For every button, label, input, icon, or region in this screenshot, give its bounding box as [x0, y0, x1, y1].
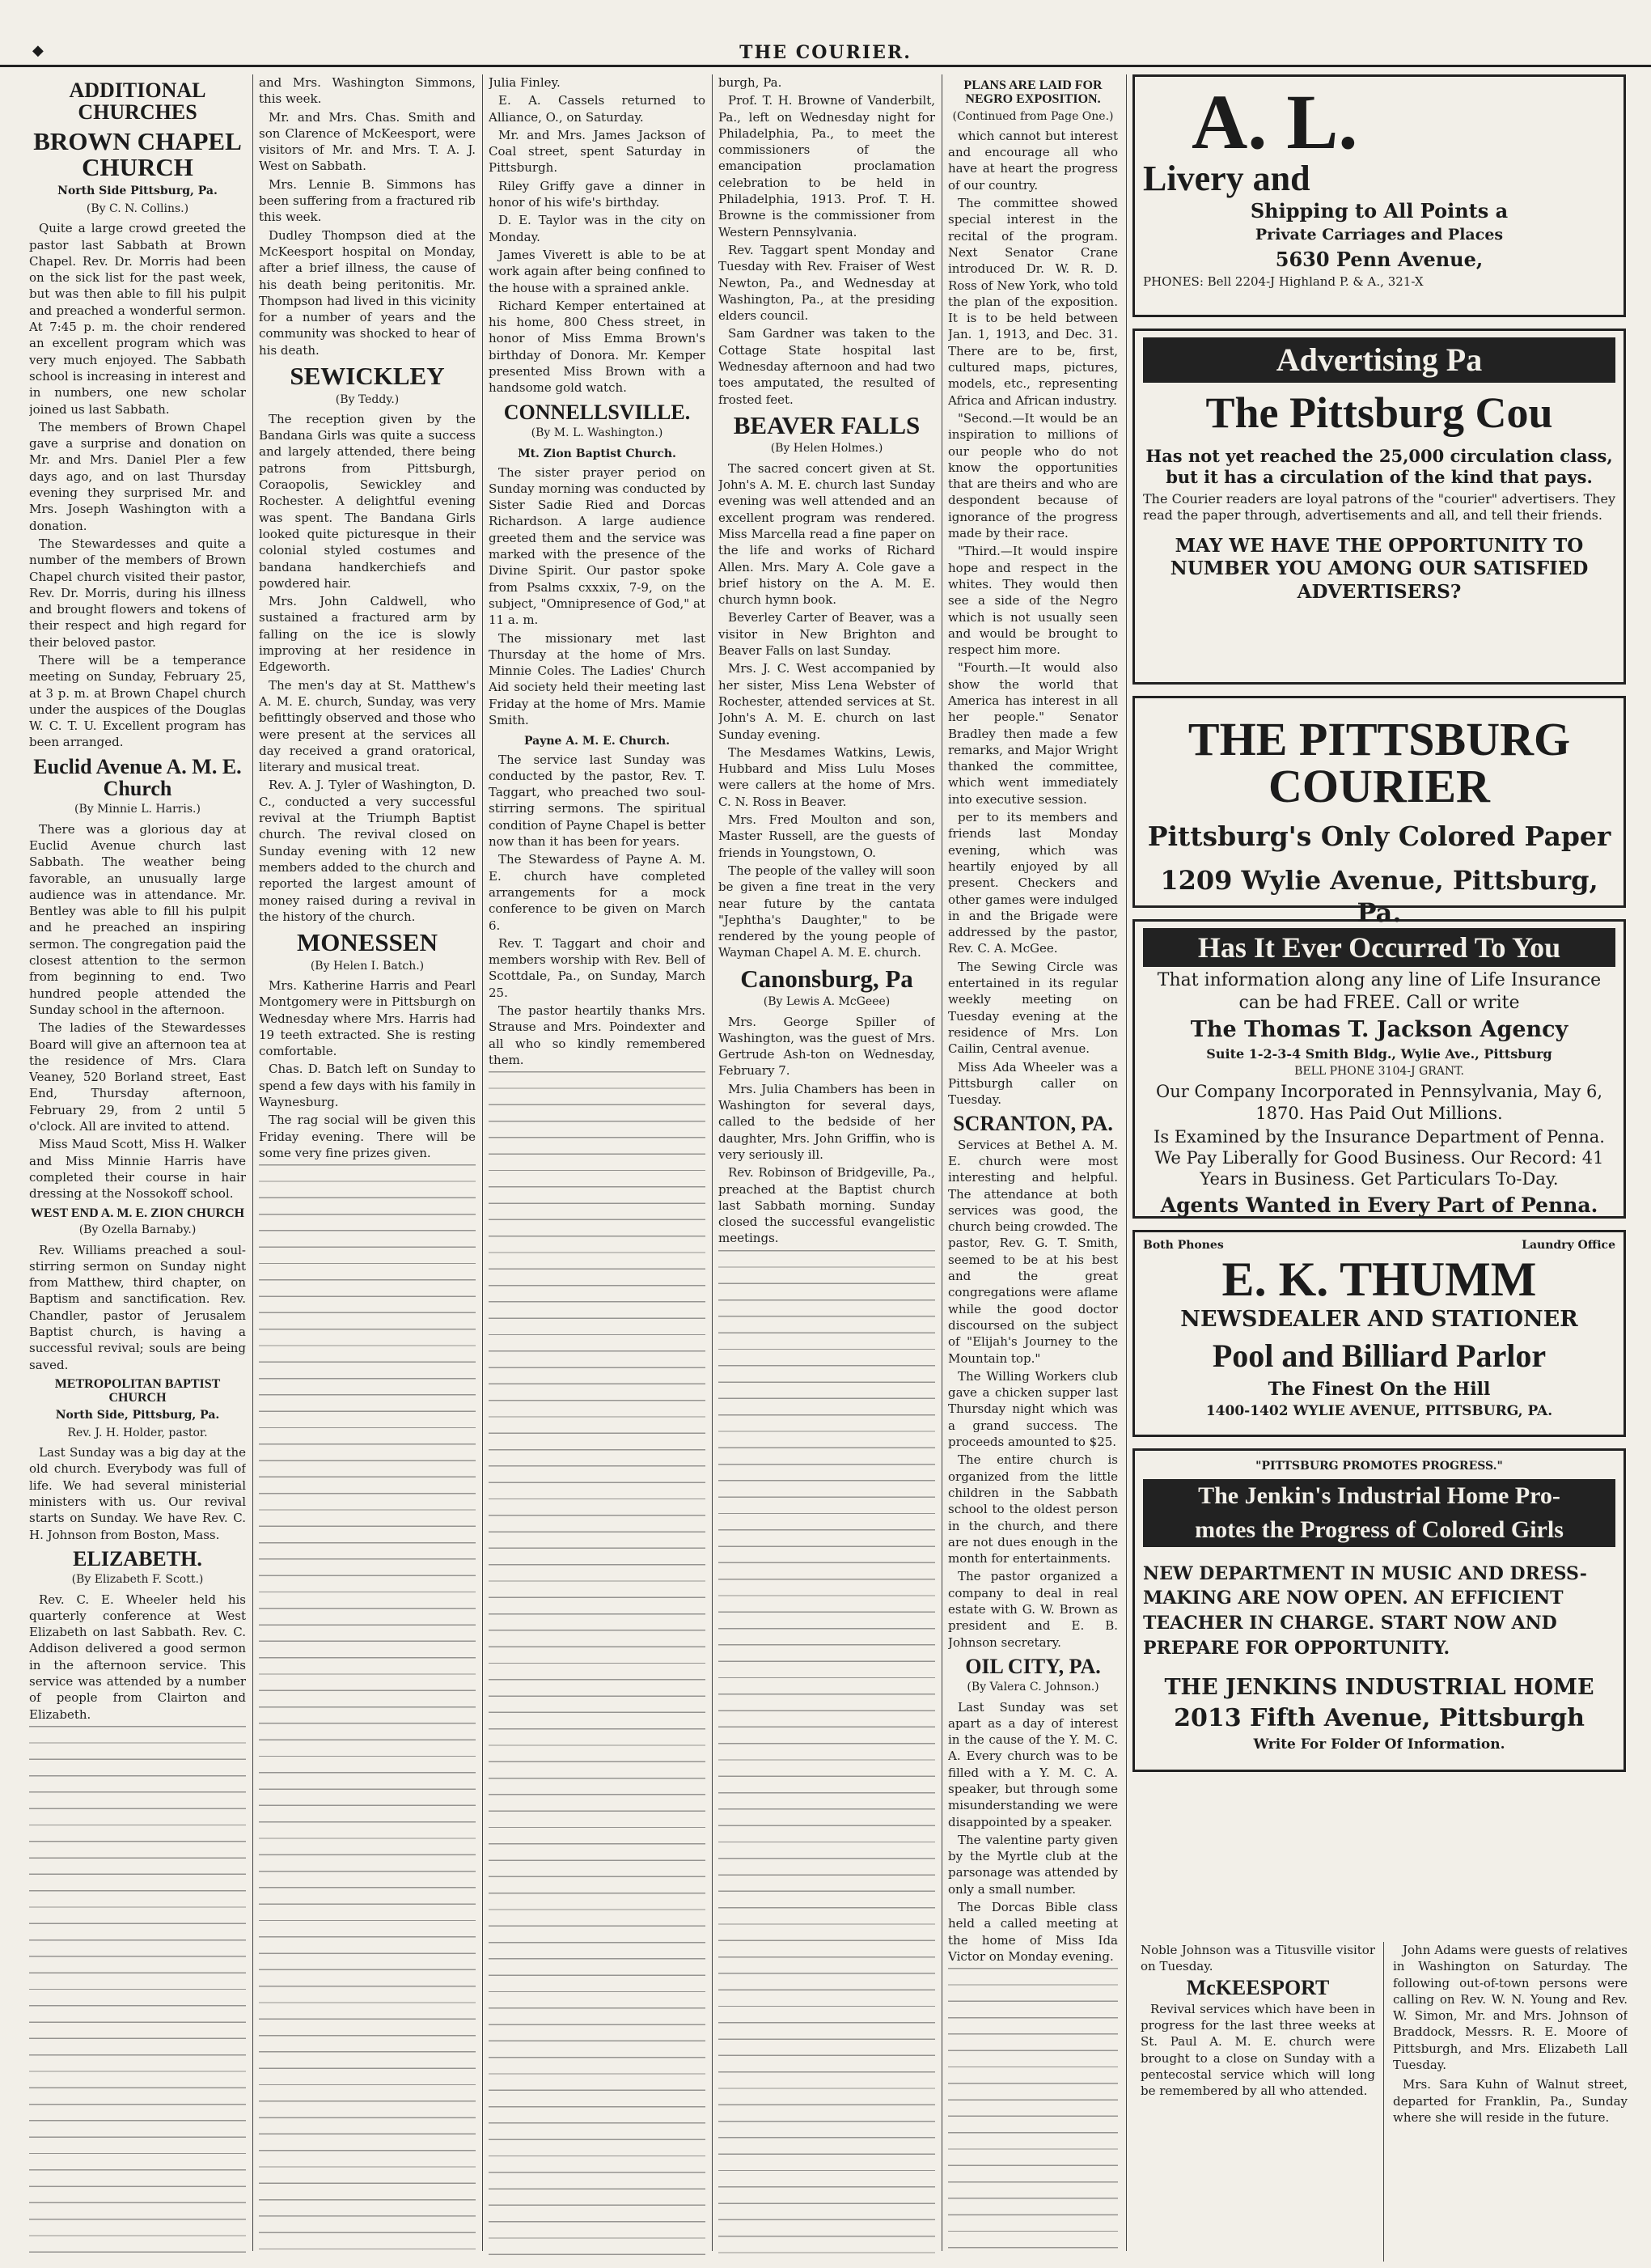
article-paragraph: Mrs. Lennie B. Simmons has been suffering from a fractured rib this week.: [259, 176, 476, 225]
headline-brown-chapel: BROWN CHAPEL CHURCH: [33, 126, 242, 182]
ad-thumm-address: 1400-1402 WYLIE AVENUE, PITTSBURG, PA.: [1205, 1403, 1553, 1420]
article-paragraph: "Fourth.—It would also show the world that America has interest in all her people." Senator Bradley then made a few remarks, and Major Wright thanked the committee, which went immediately into executive session.: [948, 660, 1118, 807]
article-paragraph: D. E. Taylor was in the city on Monday.: [489, 213, 705, 244]
article-paragraph: and Mrs. Washington Simmons, this week.: [259, 75, 476, 107]
ad-courier-tagline: Pittsburg's Only Colored Paper: [1147, 820, 1611, 852]
headline-oil-city: OIL CITY, PA.: [965, 1654, 1101, 1678]
byline: (By Elizabeth F. Scott.): [71, 1573, 204, 1587]
article-paragraph: Mrs. Katherine Harris and Pearl Montgomery were in Pittsburgh on Wednesday where Mrs. Harris had 19 teeth extracted. She is resting comfortable.: [259, 977, 476, 1059]
ad-thumm-line: NEWSDEALER AND STATIONER: [1180, 1307, 1578, 1332]
article-paragraph: "Second.—It would be an inspiration to millions of our people who do not know the opportunities that are theirs and who are despondent because of ignorance of the progress made by their race.: [948, 410, 1118, 541]
article-paragraph: The Willing Workers club gave a chicken supper last Thursday night which was a grand success. The proceeds amounted to $25.: [948, 1368, 1118, 1450]
article-paragraph: Mr. and Mrs. James Jackson of Coal street, spent Saturday in Pittsburgh.: [489, 127, 705, 176]
ad-thumm-line: The Finest On the Hill: [1268, 1378, 1491, 1400]
article-paragraph: The missionary met last Thursday at the home of Mrs. Minnie Coles. The Ladies' Church Aid society held their meeting last Friday at the home of Mrs. Mamie Smith.: [489, 630, 705, 727]
article-paragraph: per to its members and friends last Monday evening, which was heartily enjoyed by all present. Checkers and other games were indulged in and the Brigade were addressed by the pastor, Rev. C. A. McGee.: [948, 810, 1118, 956]
byline: (By Helen I. Batch.): [310, 959, 425, 973]
ad-thumm-laundry: Laundry Office: [1522, 1239, 1615, 1252]
ad-insurance-text: Our Company Incorporated in Pennsylvania, May 6, 1870. Has Paid Out Millions.: [1155, 1082, 1603, 1123]
ad-insurance-head: Has It Ever Occurred To You: [1143, 928, 1615, 967]
ad-jenkins-text: Write For Folder Of Information.: [1253, 1736, 1505, 1753]
right-stub-section: [1393, 1942, 1628, 2262]
headline-west-end: WEST END A. M. E. ZION CHURCH: [30, 1206, 245, 1220]
text-lines: [489, 1071, 705, 2259]
text-lines: [718, 1250, 935, 2259]
headline-canonsburg: Canonsburg, Pa: [740, 964, 913, 993]
byline: (By Ozella Barnaby.): [78, 1223, 197, 1237]
column-rule: [1126, 74, 1127, 2251]
ad-pittsburg-courier: [1132, 696, 1626, 929]
ad-thumm: [1132, 1230, 1626, 1437]
byline: (By Minnie L. Harris.): [74, 803, 201, 816]
ad-jenkins-tag: "PITTSBURG PROMOTES PROGRESS.": [1255, 1460, 1503, 1473]
article-paragraph: Rev. Williams preached a soul-stirring sermon on Sunday night from Matthew, third chapter, on Baptism and sanctification. Rev. Chandler, pastor of Jerusalem Baptist church, is having a successful revival; souls are being saved.: [29, 1242, 246, 1372]
article-paragraph: Richard Kemper entertained at his home, 800 Chess street, in honor of Miss Emma Brown's birthday of Donora. Mr. Kemper presented Miss Brown with a handsome gold watch.: [489, 298, 705, 396]
article-paragraph: Last Sunday was a big day at the old church. Everybody was full of life. We had several ministerial ministers with us. Our revival starts on Sunday. We have Rev. C. H. Johnson from Boston, Mass.: [29, 1445, 246, 1542]
article-paragraph: The valentine party given by the Myrtle club at the parsonage was attended by only a small number.: [948, 1832, 1118, 1897]
article-paragraph: Revival services which have been in progress for the last three weeks at St. Paul A. M. E. church were brought to a close on Sunday with a pentecostal service which will long be remembered by all who attended.: [1141, 2001, 1375, 2099]
article-paragraph: Rev. A. J. Tyler of Washington, D. C., conducted a very successful revival at the Triumph Baptist church. The revival closed on Sunday evening with 12 new members added to the church and reported the largest amount of money raised during a revival in the history of the church.: [259, 778, 476, 924]
byline: Rev. J. H. Holder, pastor.: [67, 1426, 208, 1439]
ad-insurance-text: That information along any line of Life Insurance can be had FREE. Call or write: [1157, 970, 1602, 1013]
ad-livery-line: Private Carriages and Places: [1255, 226, 1504, 244]
ad-livery-line: Livery and: [1143, 159, 1310, 198]
article-paragraph: The men's day at St. Matthew's A. M. E. church, Sunday, was very befittingly observed and those who were present at the services all day received a grand oratorical, literary and musical treat.: [259, 677, 476, 775]
article-paragraph: James Viverett is able to be at work again after being confined to the house with a sprained ankle.: [489, 247, 705, 295]
column-rule: [1383, 1942, 1384, 2262]
page-header: [0, 0, 1651, 67]
article-paragraph: The service last Sunday was conducted by the pastor, Rev. T. Taggart, who preached two soul-stirring sermons. The spiritual condition of Payne Chapel is better now than it has been for years.: [489, 752, 705, 850]
paper-name: THE COURIER.: [739, 42, 912, 63]
headline-additional-churches: ADDITIONAL CHURCHES: [69, 78, 206, 125]
ad-advertising-head: Advertising Pa: [1143, 337, 1615, 383]
article-paragraph: Julia Finley.: [489, 75, 561, 90]
article-paragraph: The ladies of the Stewardesses Board will give an afternoon tea at the residence of Mrs. Clara Veaney, 520 Borland street, East End, Thursday afternoon, February 29, from 2 until 5 o'clock. All are invited to attend.: [29, 1020, 246, 1134]
article-paragraph: Rev. T. Taggart and choir and members worship with Rev. Bell of Scottdale, Pa., on Sunday, March 25.: [489, 935, 705, 1000]
ad-advertising: [1132, 329, 1626, 685]
ad-jenkins-head: motes the Progress of Colored Girls: [1143, 1513, 1615, 1547]
continued-note: (Continued from Page One.): [952, 109, 1114, 123]
article-paragraph: burgh, Pa.: [718, 75, 782, 90]
column-4: [718, 74, 935, 2259]
column-rule: [712, 74, 713, 2251]
ad-livery-address: 5630 Penn Avenue,: [1275, 247, 1484, 271]
headline-elizabeth: ELIZABETH.: [73, 1546, 202, 1571]
headline-mckeesport: McKEESPORT: [1186, 1975, 1330, 1999]
article-paragraph: The Mesdames Watkins, Lewis, Hubbard and Miss Lulu Moses were callers at the home of Mrs. C. N. Ross in Beaver.: [718, 744, 935, 809]
byline: (By C. N. Collins.): [86, 201, 189, 215]
article-paragraph: E. A. Cassels returned to Alliance, O., on Saturday.: [489, 93, 705, 125]
byline: (By Valera C. Johnson.): [967, 1681, 1099, 1694]
article-paragraph: Mrs. J. C. West accompanied by her sister, Miss Lena Webster of Rochester, attended services at St. John's A. M. E. church on last Sunday evening.: [718, 661, 935, 742]
article-paragraph: Miss Maud Scott, Miss H. Walker and Miss Minnie Harris have completed their course in hair dressing at the Nossokoff school.: [29, 1137, 246, 1202]
advertisements: [1132, 74, 1626, 1783]
ad-thumm-line: Pool and Billiard Parlor: [1212, 1337, 1547, 1374]
article-paragraph: The sister prayer period on Sunday morning was conducted by Sister Sadie Ried and Dorcas Richardson. A large audience greeted them and the service was marked with the presence of the Divine Spirit. Our pastor spoke from Psalms cxxxix, 7-9, on the subject, "Omnipresence of God," at 11 a. m.: [489, 464, 705, 628]
article-paragraph: The pastor organized a company to deal in real estate with G. W. Brown as president and E. B. Johnson secretary.: [948, 1569, 1118, 1650]
article-paragraph: Rev. C. E. Wheeler held his quarterly conference at West Elizabeth on last Sabbath. Rev. C. Addison delivered a good sermon in the afternoon service. This service was attended by a number of people from Clairton and Elizabeth.: [29, 1592, 246, 1722]
article-paragraph: The Stewardess of Payne A. M. E. church have completed arrangements for a mock conference to be given on March 6.: [489, 852, 705, 933]
article-paragraph: Miss Ada Wheeler was a Pittsburgh caller on Tuesday.: [948, 1059, 1118, 1108]
column-rule: [482, 74, 483, 2251]
byline: (By M. L. Washington.): [531, 426, 663, 439]
article-paragraph: Rev. Taggart spent Monday and Tuesday with Rev. Fraiser of West Newton, Pa., and Wednesday at Washington, Pa., at the presiding elders council.: [718, 242, 935, 324]
headline-scranton: SCRANTON, PA.: [953, 1112, 1113, 1136]
article-paragraph: Riley Griffy gave a dinner in honor of his wife's birthday.: [489, 178, 705, 210]
ad-courier-address: 1209 Wylie Avenue, Pittsburg, Pa.: [1160, 865, 1598, 929]
ad-thumm-name: E. K. THUMM: [1221, 1253, 1537, 1306]
ad-livery-phones: PHONES: Bell 2204-J Highland P. & A., 321-X: [1143, 273, 1424, 289]
ad-advertising-text: Has not yet reached the 25,000 circulation class, but it has a circulation of the kind that pays.: [1145, 446, 1613, 488]
mckeesport-section: [1141, 1942, 1375, 2262]
article-paragraph: The pastor heartily thanks Mrs. Strause and Mrs. Poindexter and all who so kindly remembered them.: [489, 1003, 705, 1067]
article-paragraph: John Adams were guests of relatives in Washington on Saturday. The following out-of-town persons were calling on Rev. W. N. Young and Rev. W. Simon, Mr. and Mrs. Johnson of Braddock, Messrs. R. E. Moore of Pittsburgh, and Mrs. Elizabeth Lall Tuesday.: [1393, 1943, 1628, 2073]
article-paragraph: The reception given by the Bandana Girls was quite a success and largely attended, there being patrons from Pittsburgh, Coraopolis, Sewickley and Rochester. A delightful evening was spent. The Bandana Girls looked quite picturesque in their colonial styled costumes and bandana handkerchiefs and powdered hair.: [259, 411, 476, 591]
article-paragraph: Mrs. Fred Moulton and son, Master Russell, are the guests of friends in Youngstown, O.: [718, 812, 935, 860]
byline: (By Helen Holmes.): [770, 442, 883, 456]
ad-livery: [1132, 74, 1626, 317]
article-paragraph: There was a glorious day at Euclid Avenue church last Sabbath. The weather being favorable, an unusually large audience was in attendance. Mr. Bentley was able to fill his pulpit and he preached an inspiring sermon. The congregation paid the closest attention to the sermon from beginning to end. Two hundred people attended the Sunday school in the afternoon.: [29, 821, 246, 1017]
article-paragraph: The Stewardesses and quite a number of the members of Brown Chapel church visited their pastor, Rev. Dr. Morris, during his illness and brought flowers and tokens of their respect and high regard for their beloved pastor.: [29, 536, 246, 650]
ad-jenkins-head: The Jenkin's Industrial Home Pro-: [1143, 1479, 1615, 1513]
headline-sewickley: SEWICKLEY: [290, 362, 445, 391]
text-lines: [29, 1726, 246, 2259]
ad-jenkins-name: THE JENKINS INDUSTRIAL HOME: [1164, 1674, 1594, 1700]
article-paragraph: Mrs. Sara Kuhn of Walnut street, departed for Franklin, Pa., Sunday where she will reside in the future.: [1393, 2077, 1628, 2125]
article-paragraph: "Third.—It would inspire hope and respect in the whites. They would then see a side of the Negro which is not usually seen and would be brought to respect him more.: [948, 544, 1118, 658]
article-paragraph: Sam Gardner was taken to the Cottage State hospital last Wednesday afternoon and had two toes amputated, the resulted of frosted feet.: [718, 326, 935, 407]
ad-advertising-text: MAY WE HAVE THE OPPORTUNITY TO NUMBER YOU AMONG OUR SATISFIED ADVERTISERS?: [1170, 534, 1589, 603]
section-heading: Payne A. M. E. Church.: [523, 735, 671, 748]
column-2: [259, 74, 476, 2259]
section-heading: Mt. Zion Baptist Church.: [518, 447, 676, 461]
article-paragraph: The members of Brown Chapel gave a surprise and donation on Mr. and Mrs. Daniel Pler a few days ago, and on last Thursday evening they surprised Mr. and Mrs. Joseph Washington with a donation.: [29, 419, 246, 533]
ad-thumm-phones: Both Phones: [1143, 1239, 1224, 1252]
ad-insurance-phone: BELL PHONE 3104-J GRANT.: [1294, 1064, 1464, 1078]
article-paragraph: Mrs. John Caldwell, who sustained a fractured arm by falling on the ice is slowly improving at her residence in Edgeworth.: [259, 594, 476, 675]
subhead: North Side Pittsburg, Pa.: [57, 184, 218, 197]
ad-courier-title: THE PITTSBURG COURIER: [1187, 713, 1571, 812]
headline-connellsville: CONNELLSVILLE.: [503, 400, 691, 424]
ad-insurance-name: The Thomas T. Jackson Agency: [1190, 1017, 1568, 1042]
headline-beaver-falls: BEAVER FALLS: [733, 410, 921, 439]
ad-livery-line: Shipping to All Points a: [1250, 199, 1509, 223]
text-lines: [948, 1968, 1118, 2259]
article-paragraph: Rev. Robinson of Bridgeville, Pa., preached at the Baptist church last Sabbath morning. Sunday closed the successful evangelistic meetings.: [718, 1165, 935, 1246]
article-paragraph: which cannot but interest and encourage all who have at heart the progress of our country.: [948, 128, 1118, 193]
ad-insurance-address: Suite 1-2-3-4 Smith Bldg., Wylie Ave., Pittsburg: [1206, 1045, 1552, 1062]
article-paragraph: There will be a temperance meeting on Sunday, February 25, at 3 p. m. at Brown Chapel church under the auspices of the Douglas W. C. T. U. Excellent program has been arranged.: [29, 653, 246, 750]
article-paragraph: Chas. D. Batch left on Sunday to spend a few days with his family in Waynesburg.: [259, 1062, 476, 1110]
ad-livery-name: A. L.: [1192, 78, 1358, 165]
article-paragraph: The committee showed special interest in the recital of the program. Next Senator Crane introduced Dr. W. R. D. Ross of New York, who told the plan of the exposition. It is to be held between Jan. 1, 1913, and Dec. 31. There are to be, first, cultured maps, pictures, models, etc., representing Africa and African industry.: [948, 196, 1118, 408]
column-5: [948, 74, 1118, 2259]
article-paragraph: The Sewing Circle was entertained in its regular weekly meeting on Tuesday evening at the residence of Mrs. Lon Cailin, Central avenue.: [948, 959, 1118, 1057]
article-paragraph: The rag social will be given this Friday evening. There will be some very fine prizes given.: [259, 1113, 476, 1160]
article-paragraph: Mr. and Mrs. Chas. Smith and son Clarence of McKeesport, were visitors of Mr. and Mrs. T. A. J. West on Sabbath.: [259, 109, 476, 174]
ad-insurance: [1132, 919, 1626, 1219]
column-3: [489, 74, 705, 2259]
ad-insurance-text: Agents Wanted in Every Part of Penna.: [1160, 1193, 1598, 1217]
page-folio-left: ◆: [32, 42, 44, 59]
article-paragraph: The sacred concert given at St. John's A. M. E. church last Sunday evening was well attended and an excellent program was rendered. Miss Marcella read a fine paper on the life and works of Richard Allen. Mrs. Mary A. Cole gave a brief history on the A. M. E. church hymn book.: [718, 460, 935, 608]
headline-euclid-avenue: Euclid Avenue A. M. E. Church: [33, 754, 242, 801]
headline-negro-exposition: PLANS ARE LAID FOR NEGRO EXPOSITION.: [963, 78, 1103, 106]
article-paragraph: Quite a large crowd greeted the pastor last Sabbath at Brown Chapel. Rev. Dr. Morris had been on the sick list for the past week, but was then able to fill his pulpit and preached a wonderful sermon. At 7:45 p. m. the choir rendered an excellent program which was very much enjoyed. The Sabbath school is increasing in interest and in numbers, one new scholar joined us last Sabbath.: [29, 221, 246, 417]
headline-metropolitan: METROPOLITAN BAPTIST CHURCH: [54, 1376, 221, 1405]
ad-insurance-text: Is Examined by the Insurance Department of Penna. We Pay Liberally for Good Business. Our Record: 41 Years in Business. Get Particulars To-Day.: [1154, 1126, 1605, 1189]
byline: (By Teddy.): [335, 392, 400, 406]
column-1: [29, 74, 246, 2259]
article-paragraph: Noble Johnson was a Titusville visitor on Tuesday.: [1141, 1943, 1375, 1974]
article-paragraph: Beverley Carter of Beaver, was a visitor in New Brighton and Beaver Falls on last Sunday.: [718, 610, 935, 659]
article-paragraph: Prof. T. H. Browne of Vanderbilt, Pa., left on Wednesday night for Philadelphia, Pa., to meet the commissioners of the emancipation proclamation celebration to be held in Philadelphia, 1913. Prof. T. H. Browne is the commissioner from Western Pennsylvania.: [718, 93, 935, 240]
ad-advertising-title: The Pittsburg Cou: [1205, 388, 1553, 437]
column-rule: [252, 74, 253, 2251]
article-paragraph: Dudley Thompson died at the McKeesport hospital on Monday, after a brief illness, the cause of his death being peritonitis. Mr. Thompson had lived in this vicinity for a number of years and the community was shocked to hear of his death.: [259, 227, 476, 358]
byline: (By Lewis A. McGeee): [763, 995, 891, 1009]
article-paragraph: Mrs. George Spiller of Washington, was the guest of Mrs. Gertrude Ash-ton on Wednesday, February 7.: [718, 1014, 935, 1079]
article-paragraph: Services at Bethel A. M. E. church were most interesting and helpful. The attendance at both services was good, the church being crowded. The pastor, Rev. G. T. Smith, seemed to be at his best and the great congregations were aflame while the good doctor discoursed on the subject of "Elijah's Journey to the Mountain top.": [948, 1137, 1118, 1366]
article-paragraph: The entire church is organized from the little children in the Sabbath school to the oldest person in the church, and there are not dues enough in the month for entertainments.: [948, 1452, 1118, 1566]
article-paragraph: The people of the valley will soon be given a fine treat in the very near future by the cantata "Jephtha's Daughter," to be rendered by the young people of Wayman Chapel A. M. E. church.: [718, 863, 935, 960]
article-paragraph: Last Sunday was set apart as a day of interest in the cause of the Y. M. C. A. Every church was to be filled with a Y. M. C. A. speaker, but through some misunderstanding we were disappointed by a speaker.: [948, 1699, 1118, 1829]
headline-monessen: MONESSEN: [297, 928, 438, 957]
ad-advertising-text: The Courier readers are loyal patrons of the "courier" advertisers. They read the paper through, advertisements and all, and tell their friends.: [1143, 490, 1615, 523]
ad-jenkins-address: 2013 Fifth Avenue, Pittsburgh: [1174, 1704, 1585, 1733]
ad-jenkins-text: NEW DEPARTMENT IN MUSIC AND DRESS-MAKING ARE NOW OPEN. AN EFFICIENT TEACHER IN CHARGE. START NOW AND PREPARE FOR OPPORTUNITY.: [1143, 1562, 1587, 1659]
ad-jenkins: [1132, 1448, 1626, 1772]
article-paragraph: Mrs. Julia Chambers has been in Washington for several days, called to the bedside of her daughter, Mrs. John Griffin, who is very seriously ill.: [718, 1081, 935, 1162]
article-paragraph: The Dorcas Bible class held a called meeting at the home of Miss Ida Victor on Monday evening.: [948, 1900, 1118, 1964]
subhead: North Side, Pittsburg, Pa.: [55, 1408, 220, 1422]
text-lines: [259, 1164, 476, 2259]
